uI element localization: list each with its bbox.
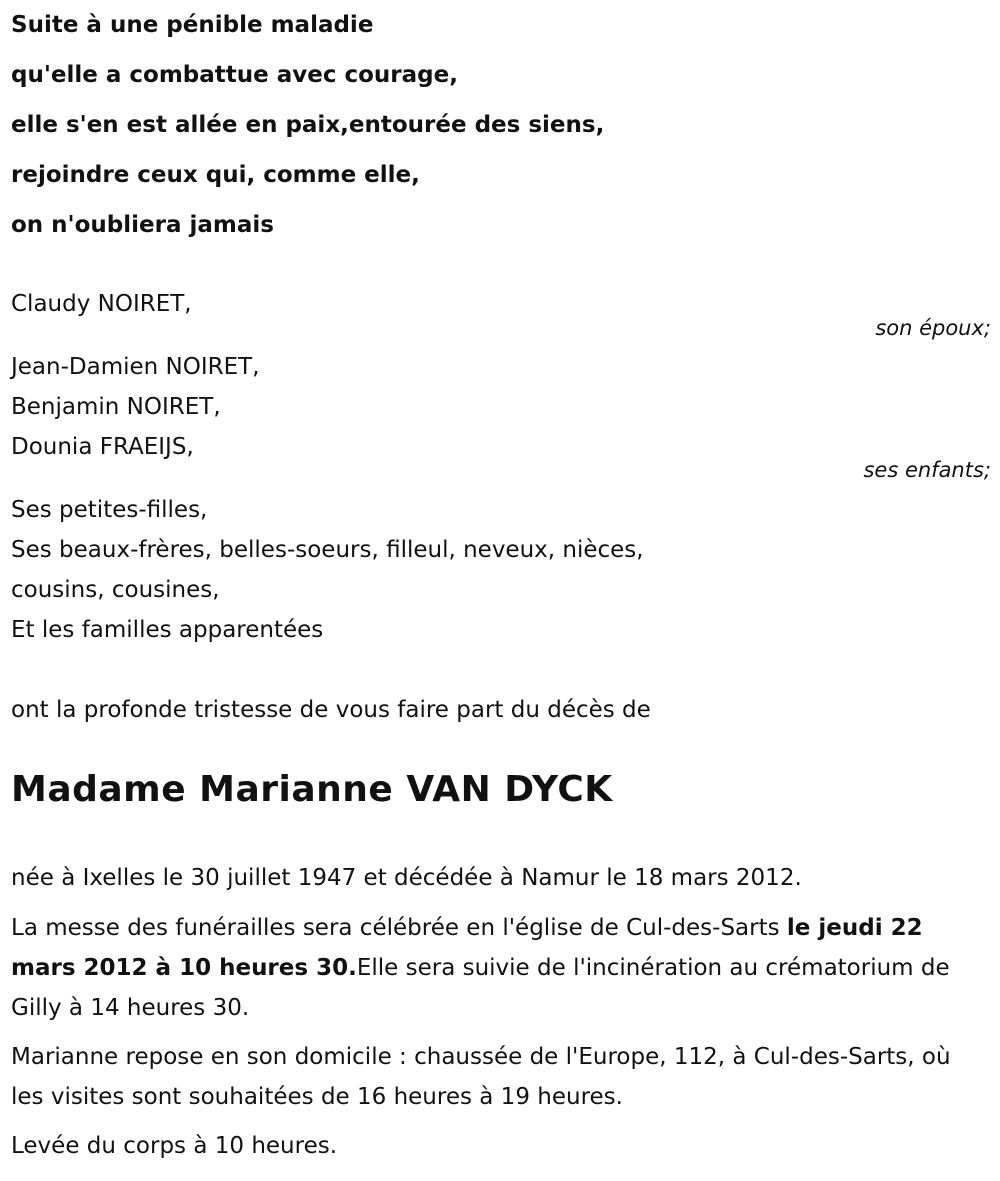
visitation-text: Marianne repose en son domicile : chaussée de l'Europe, 112, à Cul-des-Sarts, où les visites sont souhaitées de 16 heures à 19 heures.: [11, 1044, 951, 1110]
birth-death-text: née à Ixelles le 30 juillet 1947 et décédée à Namur le 18 mars 2012.: [11, 865, 802, 891]
family-line-4: Et les familles apparentées: [11, 617, 324, 643]
funeral-text-start: La messe des funérailles sera célébrée en l'église de Cul-des-Sarts: [11, 915, 787, 941]
intro-line-3: elle s'en est allée en paix,entourée des siens,: [11, 112, 605, 138]
family-line-2: Ses beaux-frères, belles-soeurs, filleul, neveux, nièces,: [11, 537, 644, 563]
intro-line-4: rejoindre ceux qui, comme elle,: [11, 162, 420, 188]
family-line-1: Ses petites-filles,: [11, 497, 208, 523]
family-line-3: cousins, cousines,: [11, 577, 220, 603]
child-name-1: Jean-Damien NOIRET,: [11, 354, 260, 380]
children-group: [11, 347, 991, 482]
child-name-3: Dounia FRAEIJS,: [11, 434, 194, 460]
funeral-text-end: Elle sera suivie de l'incinération au crématorium de Gilly à 14 heures 30.: [11, 955, 950, 1021]
intro-line-2: qu'elle a combattue avec courage,: [11, 62, 458, 88]
spouse-group: [11, 284, 991, 340]
levee-text: Levée du corps à 10 heures.: [11, 1133, 338, 1159]
spouse-role: son époux;: [875, 316, 991, 340]
spouse-name: Claudy NOIRET,: [11, 291, 192, 317]
deceased-name: Madame Marianne VAN DYCK: [11, 769, 613, 810]
family-group: [11, 490, 644, 650]
children-role: ses enfants;: [863, 458, 991, 482]
funeral-text: [11, 908, 971, 1028]
funeral-date-time: le jeudi 22 mars 2012 à 10 heures 30.: [11, 915, 923, 981]
intro-verse: [11, 0, 604, 250]
child-name-2: Benjamin NOIRET,: [11, 394, 221, 420]
intro-line-5: on n'oubliera jamais: [11, 212, 274, 238]
announcement-text: ont la profonde tristesse de vous faire part du décès de: [11, 697, 651, 723]
intro-line-1: Suite à une pénible maladie: [11, 12, 374, 38]
